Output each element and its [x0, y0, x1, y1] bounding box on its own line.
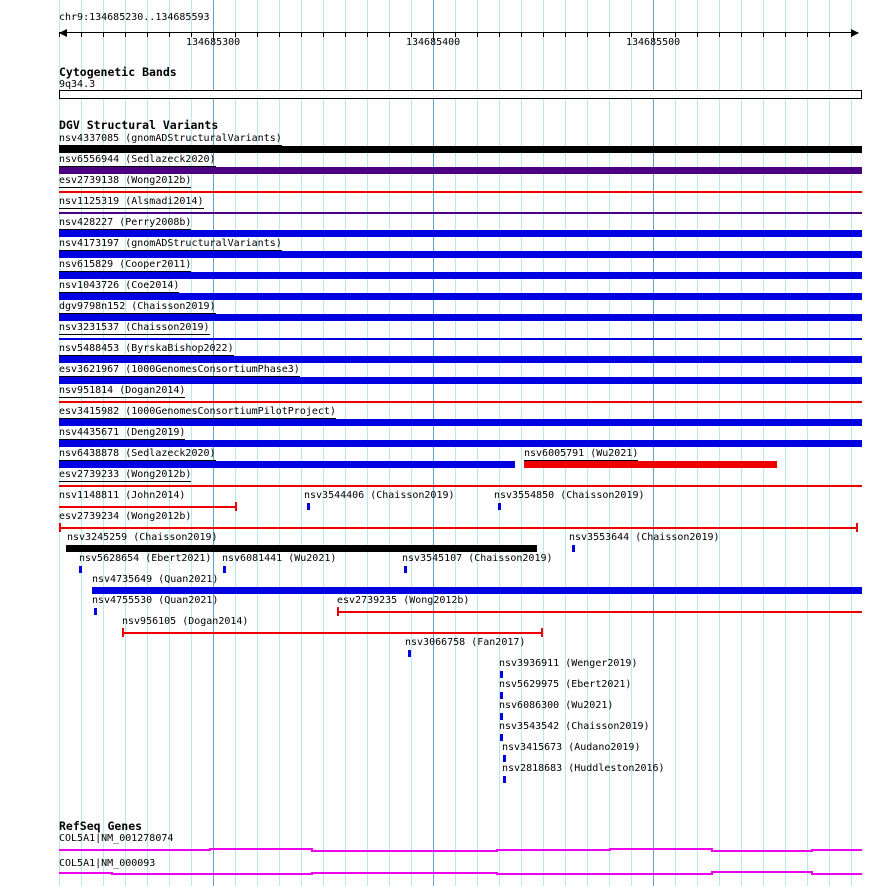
ruler-minor-tick [477, 33, 478, 37]
variant-line[interactable] [337, 611, 862, 613]
variant-bar[interactable] [59, 167, 862, 174]
variant-line[interactable] [59, 401, 862, 403]
variant-label[interactable]: esv3621967 (1000GenomesConsortiumPhase3) [59, 364, 300, 375]
region-title: chr9:134685230..134685593 [59, 12, 210, 23]
gene-label[interactable]: COL5A1|NM_000093 [59, 858, 156, 869]
variant-label[interactable]: nsv428227 (Perry2008b) [59, 217, 192, 228]
variant-point[interactable] [500, 734, 503, 741]
variant-line[interactable] [59, 338, 862, 340]
variant-bar[interactable] [92, 587, 862, 594]
ruler-minor-tick [609, 33, 610, 37]
ruler-minor-tick [521, 33, 522, 37]
variant-label[interactable]: nsv1125319 (Alsmadi2014) [59, 196, 204, 207]
ruler-minor-tick [785, 33, 786, 37]
variant-label[interactable]: nsv3936911 (Wenger2019) [499, 658, 638, 669]
variant-label[interactable]: nsv951814 (Dogan2014) [59, 385, 186, 396]
variant-bar[interactable] [59, 419, 862, 426]
cytoband-label: 9q34.3 [59, 79, 96, 90]
variant-label[interactable]: nsv3544406 (Chaisson2019) [304, 490, 455, 501]
section-header-dgv: DGV Structural Variants [59, 118, 219, 132]
ruler-minor-tick [147, 33, 148, 37]
variant-bar[interactable] [59, 230, 862, 237]
variant-label[interactable]: nsv4735649 (Quan2021) [92, 574, 219, 585]
ruler-minor-tick [741, 33, 742, 37]
variant-label[interactable]: nsv3066758 (Fan2017) [405, 637, 526, 648]
variant-line[interactable] [122, 632, 543, 634]
ruler-minor-tick [367, 33, 368, 37]
variant-label[interactable]: nsv6005791 (Wu2021) [524, 448, 639, 459]
ruler-minor-tick [851, 33, 852, 37]
variant-label[interactable]: nsv615829 (Cooper2011) [59, 259, 192, 270]
variant-label[interactable]: nsv6556944 (Sedlazeck2020) [59, 154, 216, 165]
variant-bar[interactable] [59, 377, 862, 384]
variant-bar[interactable] [524, 461, 777, 468]
variant-label[interactable]: nsv4173197 (gnomADStructuralVariants) [59, 238, 282, 249]
ruler-minor-tick [169, 33, 170, 37]
ruler-tick-label: 134685500 [626, 37, 681, 48]
ruler-minor-tick [125, 33, 126, 37]
variant-label[interactable]: nsv5488453 (ByrskaBishop2022) [59, 343, 234, 354]
variant-end-bracket [122, 628, 124, 637]
variant-label[interactable]: nsv3245259 (Chaisson2019) [67, 532, 218, 543]
variant-label[interactable]: nsv3543542 (Chaisson2019) [499, 721, 650, 732]
variant-label[interactable]: nsv6086300 (Wu2021) [499, 700, 614, 711]
variant-point[interactable] [79, 566, 82, 573]
variant-label[interactable]: nsv6081441 (Wu2021) [222, 553, 337, 564]
ruler-tick-label: 134685300 [186, 37, 241, 48]
variant-point[interactable] [500, 671, 503, 678]
ruler-axis-line [59, 32, 858, 33]
variant-point[interactable] [500, 713, 503, 720]
gene-label[interactable]: COL5A1|NM_001278074 [59, 833, 174, 844]
ruler-minor-tick [697, 33, 698, 37]
ruler-minor-tick [807, 33, 808, 37]
ruler-minor-tick [81, 33, 82, 37]
variant-end-bracket [235, 502, 237, 511]
section-header-refseq: RefSeq Genes [59, 819, 143, 833]
ruler-minor-tick [389, 33, 390, 37]
variant-line[interactable] [59, 191, 862, 193]
variant-point[interactable] [408, 650, 411, 657]
variant-end-bracket [337, 607, 339, 616]
ruler-minor-tick [587, 33, 588, 37]
variant-bar[interactable] [59, 251, 862, 258]
variant-bar[interactable] [66, 545, 537, 552]
variant-bar[interactable] [59, 461, 515, 468]
variant-label[interactable]: nsv1043726 (Coe2014) [59, 280, 180, 291]
variant-label[interactable]: nsv4755530 (Quan2021) [92, 595, 219, 606]
variant-line[interactable] [59, 485, 862, 487]
variant-label[interactable]: nsv5629975 (Ebert2021) [499, 679, 632, 690]
ruler-minor-tick [345, 33, 346, 37]
variant-point[interactable] [223, 566, 226, 573]
ruler-minor-tick [763, 33, 764, 37]
variant-point[interactable] [500, 692, 503, 699]
ruler-minor-tick [323, 33, 324, 37]
variant-point[interactable] [307, 503, 310, 510]
variant-point[interactable] [503, 755, 506, 762]
variant-point[interactable] [498, 503, 501, 510]
ruler-minor-tick [103, 33, 104, 37]
variant-label[interactable]: nsv3553644 (Chaisson2019) [569, 532, 720, 543]
ruler-minor-tick [257, 33, 258, 37]
variant-point[interactable] [503, 776, 506, 783]
section-header-cytogenetic-bands: Cytogenetic Bands [59, 65, 177, 79]
variant-line[interactable] [59, 212, 862, 214]
ruler-minor-tick [565, 33, 566, 37]
variant-bar[interactable] [59, 146, 862, 153]
variant-label[interactable]: nsv4337085 (gnomADStructuralVariants) [59, 133, 282, 144]
ruler-minor-tick [59, 33, 60, 37]
variant-end-bracket [59, 523, 61, 532]
variant-label[interactable]: dgv9798n152 (Chaisson2019) [59, 301, 216, 312]
variant-label[interactable]: esv2739138 (Wong2012b) [59, 175, 192, 186]
variant-end-bracket [856, 523, 858, 532]
variant-label[interactable]: nsv3415673 (Audano2019) [502, 742, 641, 753]
ruler-tick-label: 134685400 [406, 37, 461, 48]
variant-label[interactable]: nsv3554850 (Chaisson2019) [494, 490, 645, 501]
variant-label[interactable]: nsv6438878 (Sedlazeck2020) [59, 448, 216, 459]
ruler-left-arrow-icon [59, 29, 67, 37]
ruler-minor-tick [301, 33, 302, 37]
variant-label[interactable]: esv2739233 (Wong2012b) [59, 469, 192, 480]
variant-bar[interactable] [59, 356, 862, 363]
variant-bar[interactable] [59, 440, 862, 447]
variant-point[interactable] [94, 608, 97, 615]
ruler-minor-tick [279, 33, 280, 37]
variant-point[interactable] [404, 566, 407, 573]
variant-line[interactable] [59, 506, 237, 508]
variant-point[interactable] [572, 545, 575, 552]
variant-label[interactable]: esv3415982 (1000GenomesConsortiumPilotProject) [59, 406, 336, 417]
ruler-minor-tick [719, 33, 720, 37]
variant-label[interactable]: nsv1148811 (John2014) [59, 490, 186, 501]
variant-label[interactable]: esv2739234 (Wong2012b) [59, 511, 192, 522]
variant-label[interactable]: nsv3231537 (Chaisson2019) [59, 322, 210, 333]
variant-line[interactable] [59, 527, 858, 529]
variant-label[interactable]: nsv5628654 (Ebert2021) [79, 553, 212, 564]
ruler-right-arrow-icon [851, 29, 859, 37]
variant-label[interactable]: nsv2818683 (Huddleston2016) [502, 763, 665, 774]
variant-label[interactable]: nsv3545107 (Chaisson2019) [402, 553, 553, 564]
variant-bar[interactable] [59, 272, 862, 279]
ruler-minor-tick [829, 33, 830, 37]
variant-bar[interactable] [59, 314, 862, 321]
variant-bar[interactable] [59, 293, 862, 300]
cytoband-glyph[interactable] [59, 90, 862, 99]
ruler-minor-tick [499, 33, 500, 37]
variant-label[interactable]: nsv4435671 (Deng2019) [59, 427, 186, 438]
ruler-minor-tick [543, 33, 544, 37]
variant-label[interactable]: esv2739235 (Wong2012b) [337, 595, 470, 606]
variant-end-bracket [541, 628, 543, 637]
variant-label[interactable]: nsv956105 (Dogan2014) [122, 616, 249, 627]
